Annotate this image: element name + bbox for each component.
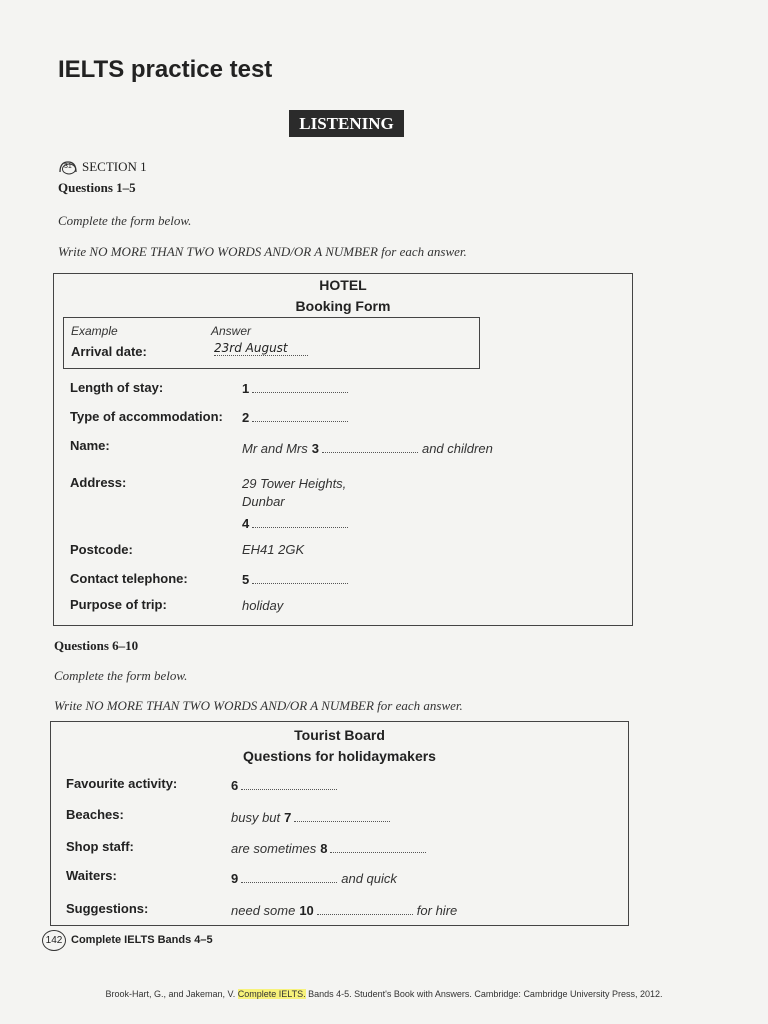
answer-blank-1[interactable] — [252, 382, 348, 393]
answer-blank-6[interactable] — [241, 779, 337, 790]
name-label: Name: — [70, 438, 110, 453]
part1-instruction-2: Write NO MORE THAN TWO WORDS AND/OR A NUMBER for each answer. — [58, 244, 467, 259]
listening-banner: LISTENING — [289, 110, 404, 137]
question-number-8: 8 — [320, 841, 328, 856]
answer-1[interactable] — [242, 380, 348, 398]
answer-blank-2[interactable] — [252, 411, 348, 422]
suggestions-label: Suggestions: — [66, 901, 149, 916]
tourist-form-subtitle: Questions for holidaymakers — [243, 748, 436, 764]
answer-blank-7[interactable] — [294, 811, 390, 822]
suggestions-suffix: for hire — [416, 903, 458, 918]
favourite-activity-label: Favourite activity: — [66, 776, 178, 791]
audio-track-number: 31 — [64, 162, 72, 170]
part1-instruction-1: Complete the form below. — [58, 213, 192, 228]
length-of-stay-label: Length of stay: — [70, 380, 164, 395]
waiters-label: Waiters: — [66, 868, 117, 883]
answer-label: Answer — [211, 324, 252, 338]
answer-blank-10[interactable] — [317, 904, 413, 915]
address-line-1: 29 Tower Heights, — [242, 476, 347, 491]
answer-blank-9[interactable] — [241, 872, 337, 883]
beaches-prefix: busy but — [231, 810, 281, 825]
answer-6[interactable] — [231, 777, 337, 795]
example-field-label: Arrival date: — [71, 344, 147, 359]
type-of-accommodation-label: Type of accommodation: — [70, 409, 223, 424]
address-line-2: Dunbar — [242, 494, 285, 509]
question-number-2: 2 — [242, 410, 250, 425]
purpose-of-trip-label: Purpose of trip: — [70, 597, 167, 612]
audio-track-icon — [58, 160, 78, 175]
citation-highlighted-title: Complete IELTS. — [237, 989, 306, 999]
question-number-1: 1 — [242, 381, 250, 396]
answer-blank-4[interactable] — [252, 517, 348, 528]
example-label: Example — [71, 324, 118, 338]
question-number-5: 5 — [242, 572, 250, 587]
postcode-value: EH41 2GK — [242, 542, 305, 557]
hotel-form-title: HOTEL — [319, 277, 367, 293]
answer-7[interactable] — [231, 809, 390, 827]
name-prefix: Mr and Mrs — [242, 441, 308, 456]
question-number-10: 10 — [299, 903, 314, 918]
name-suffix: and children — [421, 441, 493, 456]
hotel-form-subtitle: Booking Form — [295, 298, 391, 314]
answer-3[interactable] — [242, 440, 493, 458]
question-number-9: 9 — [231, 871, 239, 886]
questions-6-10-heading: Questions 6–10 — [54, 638, 139, 653]
question-number-7: 7 — [284, 810, 292, 825]
answer-blank-3[interactable] — [322, 442, 418, 453]
question-number-6: 6 — [231, 778, 239, 793]
answer-4[interactable] — [242, 515, 348, 533]
answer-8[interactable] — [231, 840, 426, 858]
address-label: Address: — [70, 475, 127, 490]
tourist-form-title: Tourist Board — [294, 727, 385, 743]
book-title-footer: Complete IELTS Bands 4–5 — [71, 934, 213, 946]
shop-staff-label: Shop staff: — [66, 839, 134, 854]
citation — [0, 989, 768, 999]
page-number: 142 — [42, 930, 66, 951]
part2-instruction-1: Complete the form below. — [54, 668, 188, 683]
suggestions-prefix: need some — [231, 903, 296, 918]
page-title: IELTS practice test — [58, 56, 273, 83]
citation-authors: Brook-Hart, G., and Jakeman, V. — [105, 989, 238, 999]
section-heading — [58, 158, 147, 176]
question-number-3: 3 — [311, 441, 319, 456]
purpose-value: holiday — [242, 598, 284, 613]
shop-staff-prefix: are sometimes — [231, 841, 317, 856]
beaches-label: Beaches: — [66, 807, 124, 822]
part2-instruction-2: Write NO MORE THAN TWO WORDS AND/OR A NUMBER for each answer. — [54, 698, 463, 713]
questions-1-5-heading: Questions 1–5 — [58, 180, 136, 195]
question-number-4: 4 — [242, 516, 250, 531]
answer-9[interactable] — [231, 870, 397, 888]
answer-10[interactable] — [231, 902, 457, 920]
section-label: SECTION 1 — [82, 159, 147, 174]
answer-blank-5[interactable] — [252, 573, 348, 584]
example-answer: 23rd August — [214, 341, 308, 356]
postcode-label: Postcode: — [70, 542, 133, 557]
answer-5[interactable] — [242, 571, 348, 589]
citation-details: Bands 4-5. Student's Book with Answers. Cambridge: Cambridge University Press, 2012. — [305, 989, 663, 999]
answer-blank-8[interactable] — [330, 842, 426, 853]
answer-2[interactable] — [242, 409, 348, 427]
waiters-suffix: and quick — [341, 871, 397, 886]
contact-telephone-label: Contact telephone: — [70, 571, 188, 586]
